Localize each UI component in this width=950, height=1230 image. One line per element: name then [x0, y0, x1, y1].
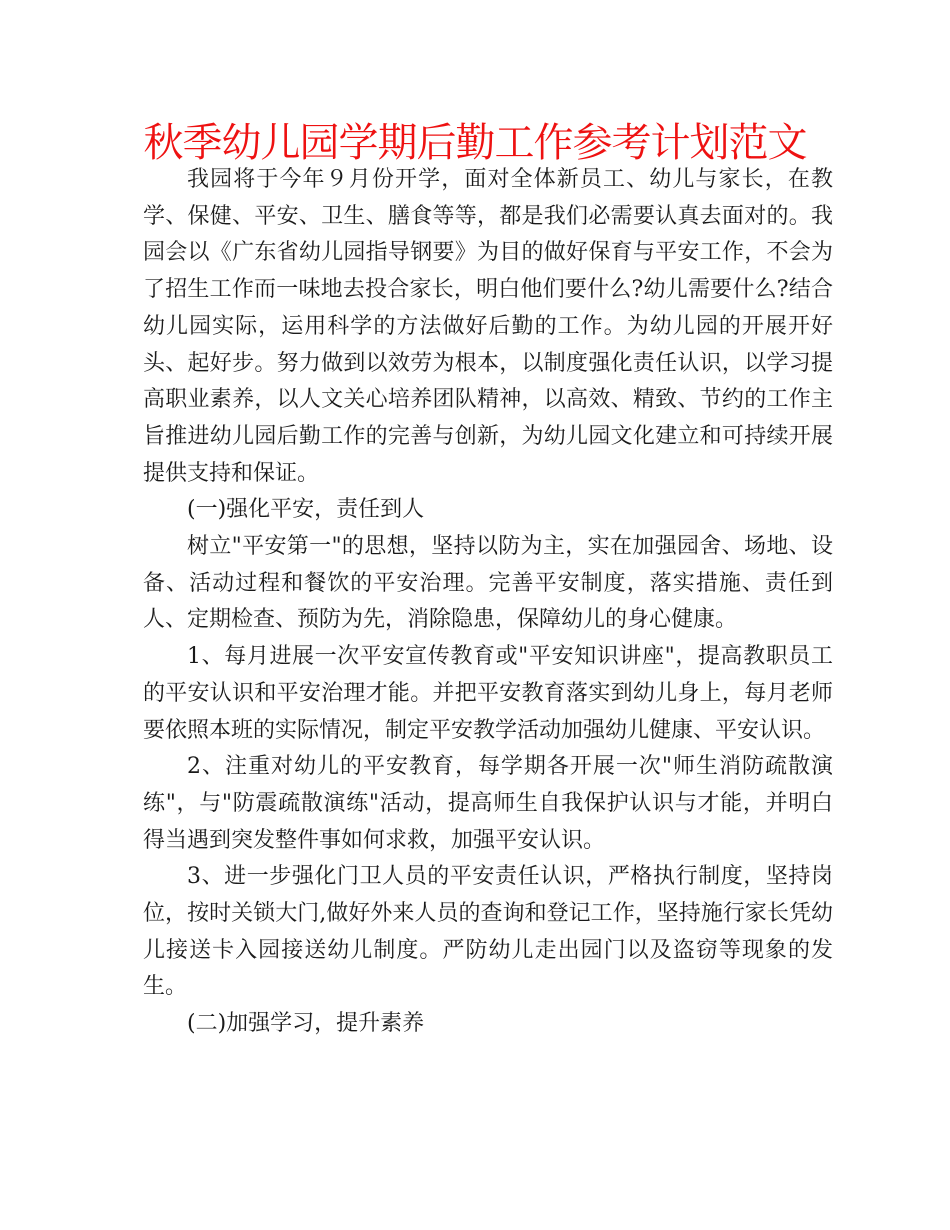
- list-item-3: 3、进一步强化门卫人员的平安责任认识，严格执行制度，坚持岗位，按时关锁大门,做好外来人员的查询和登记工作，坚持施行家长凭幼儿接送卡入园接送幼儿制度。严防幼儿走出园门以及盗窃等现象的发生。: [143, 864, 833, 1000]
- section-heading-safety: (一)强化平安，责任到人: [187, 497, 425, 523]
- paragraph-safety-overview: 树立"平安第一"的思想，坚持以防为主，实在加强园舍、场地、设备、活动过程和餐饮的平安治理。完善平安制度，落实措施、责任到人、定期检查、预防为先，消除隐患，保障幼儿的身心健康。: [143, 534, 833, 633]
- document-body: [143, 162, 833, 1043]
- list-item-1: 1、每月进展一次平安宣传教育或"平安知识讲座"，提高教职员工的平安认识和平安治理才能。并把平安教育落实到幼儿身上，每月老师要依照本班的实际情况，制定平安教学活动加强幼儿健康、平安认识。: [143, 644, 833, 743]
- paragraph-intro: 我园将于今年９月份开学，面对全体新员工、幼儿与家长，在教学、保健、平安、卫生、膳食等等，都是我们必需要认真去面对的。我园会以《广东省幼儿园指导钢要》为目的做好保育与平安工作，不会为了招生工作而一味地去投合家长，明白他们要什么?幼儿需要什么?结合幼儿园实际，运用科学的方法做好后勤的工作。为幼儿园的开展开好头、起好步。努力做到以效劳为根本，以制度强化责任认识，以学习提高职业素养，以人文关心培养团队精神，以高效、精致、节约的工作主旨推进幼儿园后勤工作的完善与创新，为幼儿园文化建立和可持续开展提供支持和保证。: [143, 167, 833, 486]
- list-item-2: 2、注重对幼儿的平安教育，每学期各开展一次"师生消防疏散演练"，与"防震疏散演练"活动，提高师生自我保护认识与才能，并明白得当遇到突发整件事如何求救，加强平安认识。: [143, 754, 833, 853]
- document-title: 秋季幼儿园学期后勤工作参考计划范文: [143, 120, 807, 166]
- section-heading-learning: (二)加强学习，提升素养: [187, 1011, 425, 1037]
